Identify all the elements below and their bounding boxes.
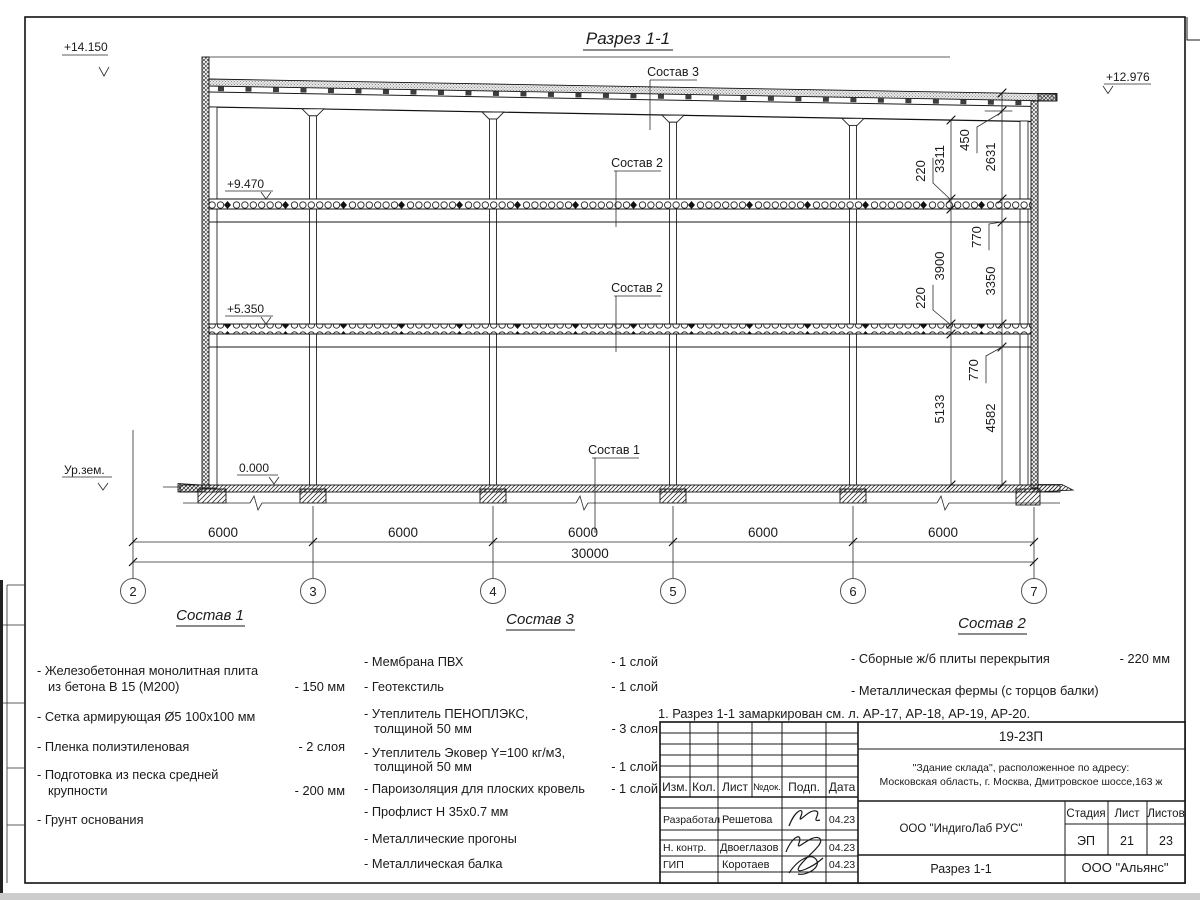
axis-bubbles <box>121 579 1047 604</box>
dim-value: 5133 <box>932 394 947 424</box>
legend-value: - 1 слой <box>611 781 658 796</box>
legend-item: - Утеплитель Эковер Y=100 кг/м3, <box>364 745 566 760</box>
dim-value: 220 <box>913 287 928 309</box>
page-bottom-bar <box>0 893 1200 900</box>
stamp-col-podp: Подп. <box>788 780 820 794</box>
elevation-arrow-icon <box>1103 86 1113 94</box>
legend-value: - 200 мм <box>294 783 345 798</box>
legend-item: - Пароизоляция для плоских кровель <box>364 781 585 796</box>
dim-value: 6000 <box>387 525 419 540</box>
frame-side-strip <box>1 585 25 883</box>
legend-value: - 1 слой <box>611 654 658 669</box>
dim-value: 2631 <box>983 142 998 172</box>
dim-value: 30000 <box>571 546 609 561</box>
legend-title: Состав 2 <box>958 615 1026 632</box>
bottom-dimensions <box>121 430 1047 604</box>
ground-level-mark <box>62 463 112 490</box>
stamp-col-list: Лист <box>721 780 749 794</box>
legend-sostav2 <box>851 615 1170 698</box>
legend-item: - Геотекстиль <box>364 679 444 694</box>
dim-value: 6000 <box>207 525 239 540</box>
floor-slab-9470 <box>209 199 1031 209</box>
corner-format-box <box>1187 17 1200 40</box>
elevation-arrow-icon <box>269 477 279 484</box>
floor-slab-5350 <box>209 324 1031 334</box>
stamp-col-kol: Кол. <box>692 780 716 794</box>
leader-label: Состав 3 <box>647 65 699 79</box>
legend-item: - Утеплитель ПЕНОПЛЭКС, <box>364 706 529 721</box>
stamp-stage-label: Стадия <box>1066 808 1106 820</box>
legend-value: - 1 слой <box>611 759 658 774</box>
column <box>670 122 677 485</box>
elevation-mark-9470 <box>225 177 273 199</box>
page-edge-shadow <box>0 580 3 900</box>
title-block <box>660 722 1185 883</box>
stamp-date: 04.23 <box>828 842 856 854</box>
elevation-value: 0.000 <box>239 461 270 475</box>
section-title-group <box>583 29 673 50</box>
elevation-value: +12.976 <box>1106 70 1150 84</box>
legend-value: - 2 слоя <box>298 739 345 754</box>
legend-item: толщиной 50 мм <box>374 721 472 736</box>
slab-edge-right <box>1038 485 1073 493</box>
axis-number: 5 <box>669 584 677 599</box>
right-dimension-chains <box>913 89 1012 489</box>
elevation-value: +14.150 <box>64 40 108 54</box>
columns <box>302 109 864 485</box>
legend-title: Состав 1 <box>176 607 244 624</box>
leader-label: Состав 1 <box>588 443 640 457</box>
dim-value: 4582 <box>983 403 998 433</box>
column <box>850 125 857 485</box>
axis-number: 3 <box>309 584 317 599</box>
legend-item: - Металлическая фермы (с торцов балки) <box>851 683 1099 698</box>
legend-title: Состав 3 <box>506 611 574 628</box>
dim-value: 6000 <box>567 525 599 540</box>
stamp-stage-value: ЭП <box>1077 834 1095 848</box>
legend-value: - 1 слой <box>611 679 658 694</box>
elevation-value: +5.350 <box>227 302 265 316</box>
elevation-arrow-icon <box>261 192 271 199</box>
elevation-mark-12976 <box>1103 70 1151 94</box>
footing <box>480 489 506 503</box>
elevation-arrow-icon <box>98 483 108 490</box>
axis-number: 7 <box>1030 584 1038 599</box>
footing <box>660 489 686 503</box>
stamp-date: 04.23 <box>828 859 856 871</box>
elevation-mark-5350 <box>225 302 273 324</box>
dim-value: 6000 <box>927 525 959 540</box>
stamp-name: Решетова <box>722 814 773 826</box>
legend-value: - 220 мм <box>1119 651 1170 666</box>
dim-value: 6000 <box>747 525 779 540</box>
legend-item: - Сетка армирующая Ø5 100х100 мм <box>37 709 256 724</box>
footing <box>300 489 326 503</box>
stamp-col-izm: Изм. <box>662 780 688 794</box>
drawing-note: 1. Разрез 1-1 замаркирован см. л. АР-17, АР-18, АР-19, АР-20. <box>658 706 1031 721</box>
roof-fascia <box>1038 94 1057 102</box>
stamp-project: Московская область, г. Москва, Дмитровское шоссе,163 ж <box>879 776 1163 788</box>
composition-leaders <box>588 65 699 533</box>
legend-item: крупности <box>48 783 108 798</box>
legend-item: - Пленка полиэтиленовая <box>37 739 190 754</box>
stamp-project: "Здание склада", расположенное по адресу: <box>912 762 1130 774</box>
legend-item: - Грунт основания <box>37 812 144 827</box>
left-wall <box>202 57 209 488</box>
footing <box>198 489 226 503</box>
column <box>310 116 317 485</box>
stamp-doc-number: 19-23П <box>998 729 1044 744</box>
stamp-contractor: ООО "Альянс" <box>1081 860 1169 875</box>
footing <box>840 489 866 503</box>
legend-value: - 3 слоя <box>611 721 658 736</box>
legend-value: - 150 мм <box>294 679 345 694</box>
left-pilaster <box>209 107 217 488</box>
stamp-name: Двоеглазов <box>720 842 779 854</box>
leader-sostav2-upper <box>611 156 663 227</box>
legend-sostav1 <box>37 607 345 827</box>
legend-item: - Металлическая балка <box>364 856 503 871</box>
stamp-col-data: Дата <box>828 780 856 794</box>
leader-label: Состав 2 <box>611 281 663 295</box>
ground-level-label: Ур.зем. <box>64 463 105 477</box>
stamp-sheets-label: Листов <box>1147 808 1185 820</box>
roof-assembly <box>209 79 1057 122</box>
right-wall <box>1031 101 1038 488</box>
stamp-role: ГИП <box>663 859 684 871</box>
legend-item: - Мембрана ПВХ <box>364 654 464 669</box>
elevation-arrow-icon <box>99 67 109 76</box>
column-capital <box>482 112 504 119</box>
column-capital <box>842 118 864 125</box>
stamp-sheet-value: 21 <box>1120 834 1134 848</box>
axis-number: 6 <box>849 584 857 599</box>
legend-item: - Профлист Н 35х0.7 мм <box>364 804 509 819</box>
legend-item: из бетона В 15 (М200) <box>48 679 180 694</box>
stamp-company: ООО "ИндигоЛаб РУС" <box>899 823 1023 835</box>
dim-value: 770 <box>969 226 984 248</box>
dim-value: 3900 <box>932 251 947 281</box>
stamp-date: 04.23 <box>828 814 856 826</box>
elevation-value: +9.470 <box>227 177 265 191</box>
column <box>490 119 497 485</box>
stamp-sheets-value: 23 <box>1159 834 1173 848</box>
stamp-col-ndoc: №док. <box>753 782 781 793</box>
elevation-mark-0000 <box>237 461 279 484</box>
floor-slabs <box>209 199 1031 347</box>
column-capital <box>302 109 324 116</box>
legend-item: - Сборные ж/б плиты перекрытия <box>851 651 1050 666</box>
stamp-role: Н. контр. <box>663 842 707 854</box>
column-capital <box>662 115 684 122</box>
legend-item: - Металлические прогоны <box>364 831 517 846</box>
section-title: Разрез 1-1 <box>585 29 671 48</box>
axis-number: 2 <box>129 584 137 599</box>
dim-value: 450 <box>957 129 972 151</box>
elevation-mark-14150 <box>62 40 109 76</box>
dim-value: 220 <box>913 160 928 182</box>
stamp-sheet-label: Лист <box>1114 808 1140 820</box>
leader-label: Состав 2 <box>611 156 663 170</box>
dim-value: 770 <box>966 359 981 381</box>
stamp-name: Коротаев <box>722 859 770 871</box>
legend-sostav3 <box>364 611 658 871</box>
stamp-role: Разработал <box>663 814 721 826</box>
roof-beam-bottom <box>209 107 1031 122</box>
ground-works <box>163 484 1073 511</box>
elevation-arrow-icon <box>261 317 271 324</box>
dim-value: 3311 <box>932 145 947 173</box>
axis-number: 4 <box>489 584 497 599</box>
dim-value: 3350 <box>983 266 998 296</box>
legend-item: толщиной 50 мм <box>374 759 472 774</box>
right-pilaster <box>1020 121 1028 485</box>
legend-item: - Железобетонная монолитная плита <box>37 663 259 678</box>
legend-item: - Подготовка из песка средней <box>37 767 219 782</box>
stamp-sheet-title: Разрез 1-1 <box>930 862 992 876</box>
leader-sostav2-lower <box>611 281 663 352</box>
